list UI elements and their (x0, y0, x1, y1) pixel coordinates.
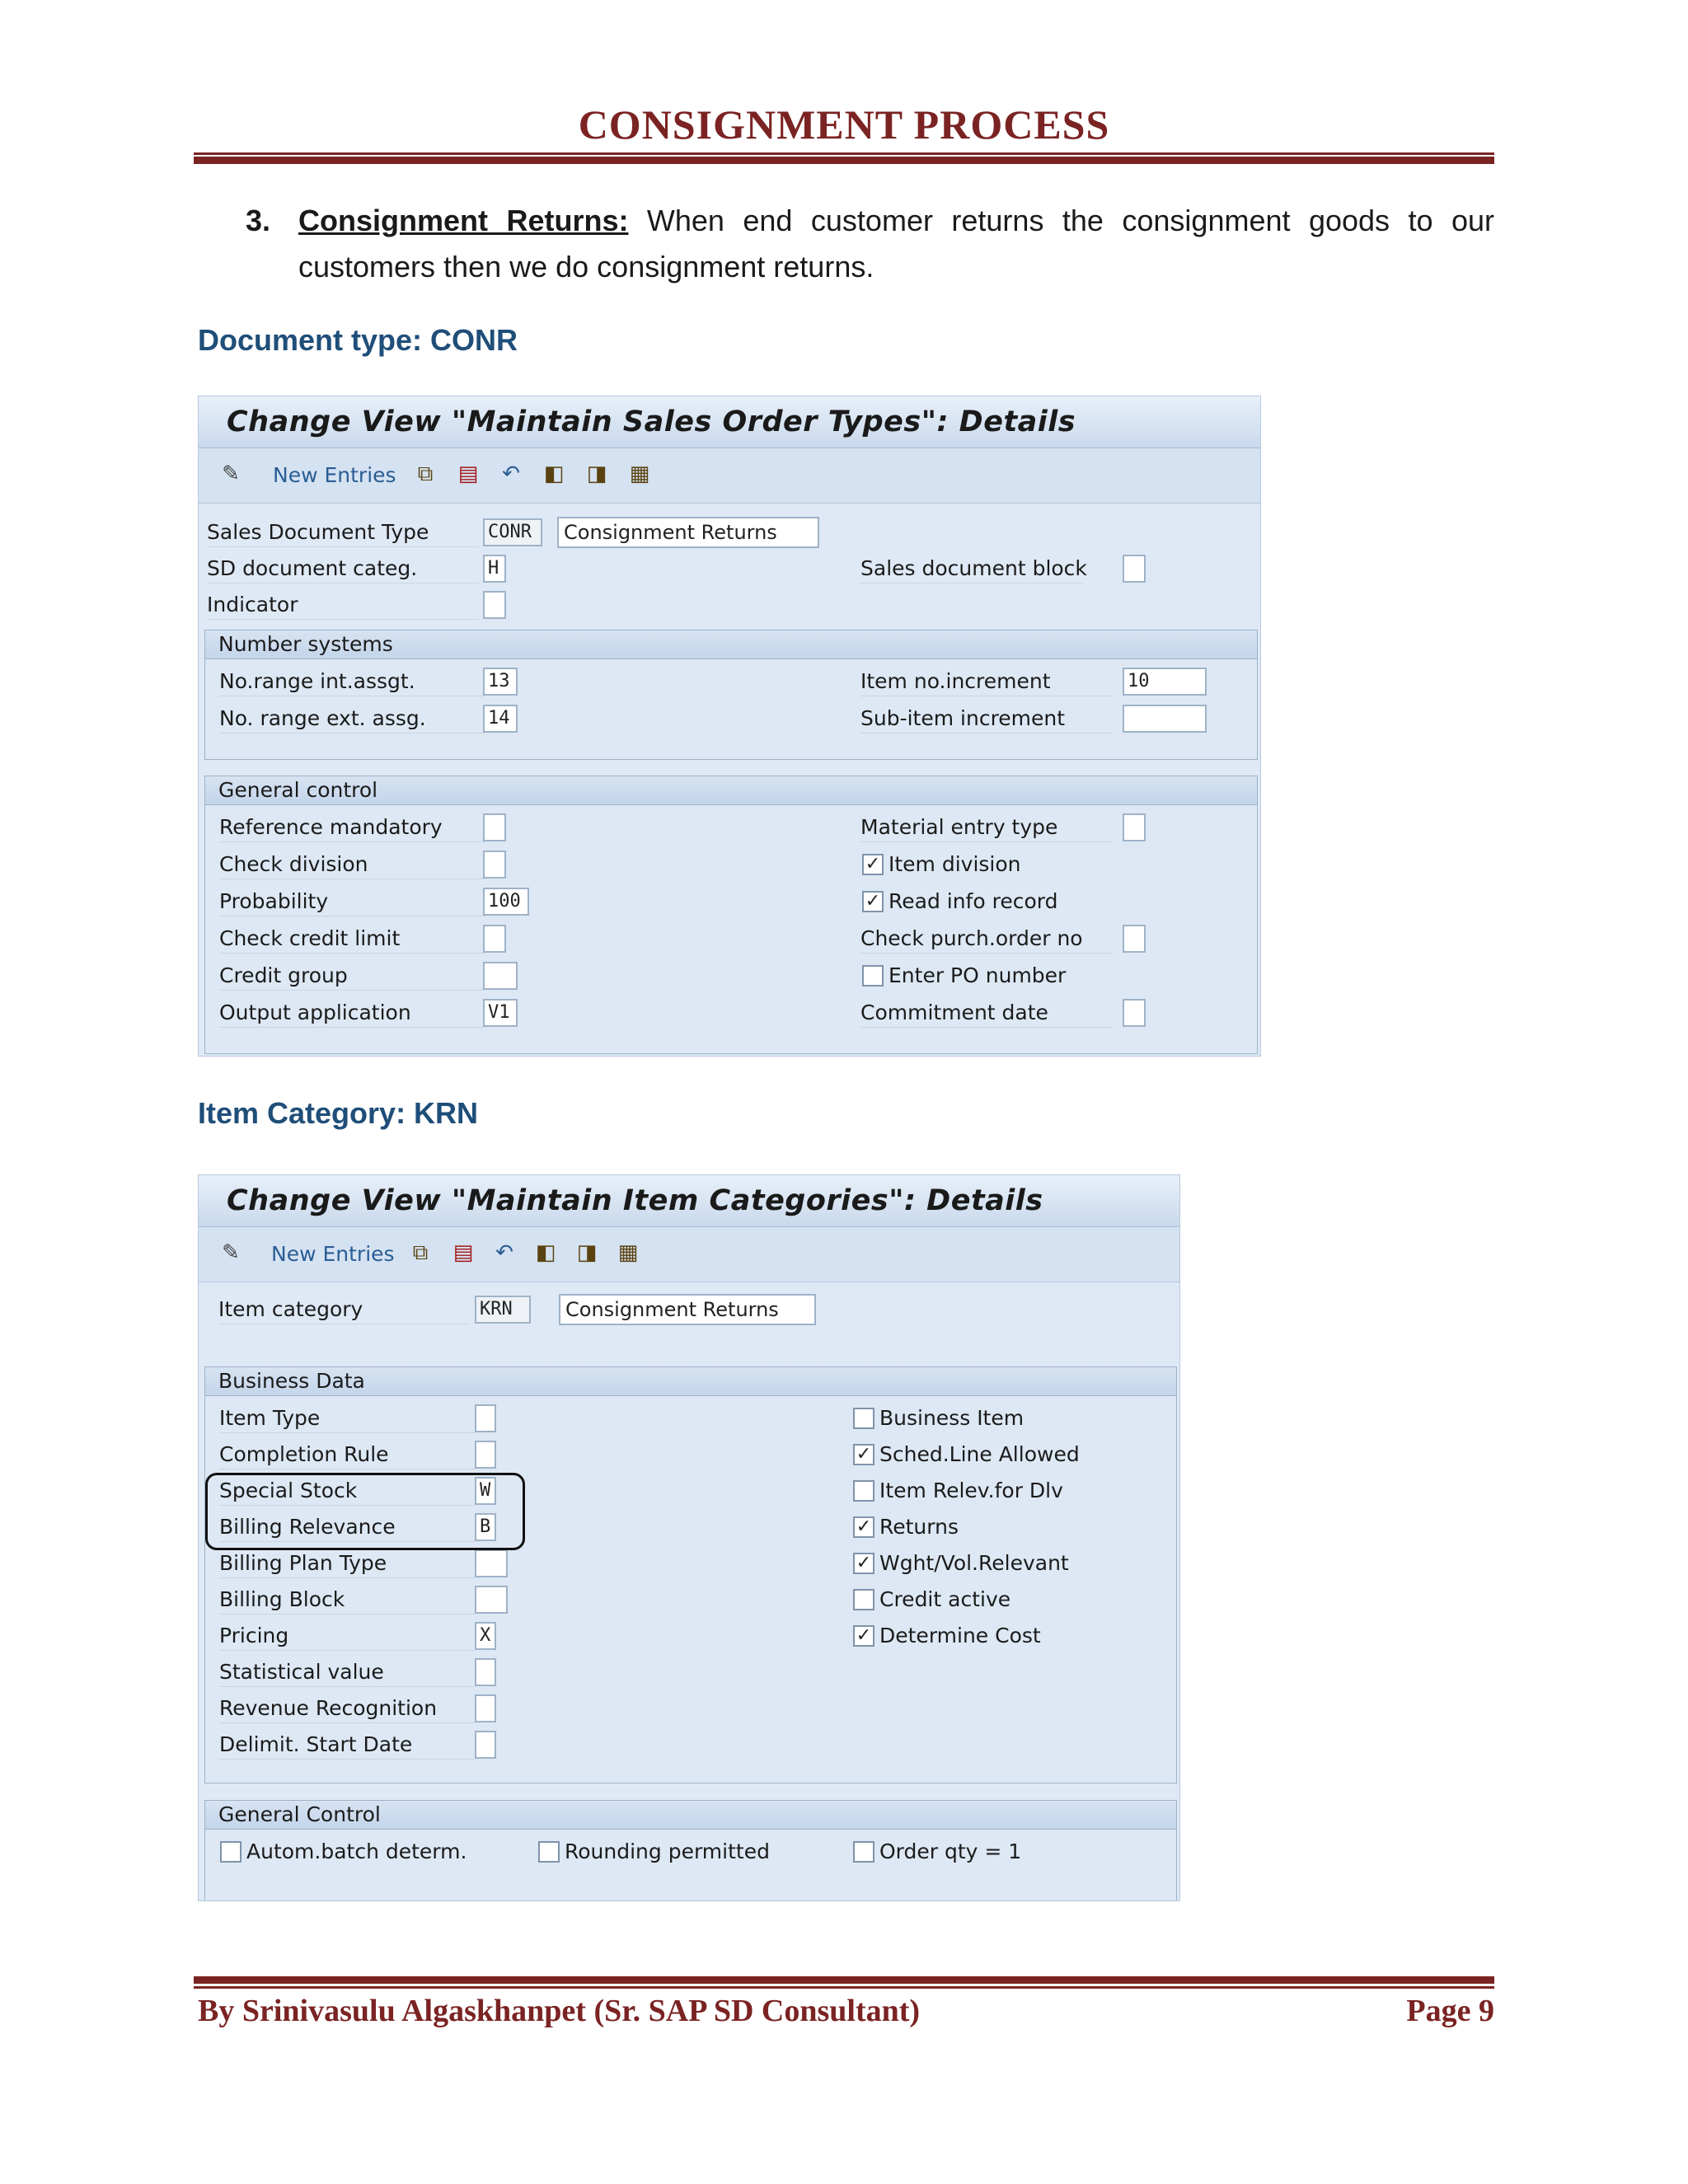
delete-icon[interactable]: ▤ (452, 1240, 474, 1265)
item-term: Consignment Returns: (298, 204, 629, 237)
enter-po-number-label: Enter PO number (889, 963, 1067, 987)
select-all-icon[interactable]: ▦ (617, 1240, 639, 1265)
no-range-int-label: No.range int.assgt. (219, 668, 485, 696)
check-purch-order-field[interactable] (1123, 925, 1146, 953)
revenue-recognition-field[interactable] (475, 1694, 496, 1722)
sales-document-type-description[interactable]: Consignment Returns (557, 517, 819, 548)
item-relev-dlv-checkbox[interactable] (853, 1480, 874, 1502)
special-stock-field[interactable]: W (475, 1477, 496, 1505)
read-info-record-label: Read info record (889, 889, 1058, 913)
commitment-date-field[interactable] (1123, 999, 1146, 1027)
reference-mandatory-label: Reference mandatory (219, 813, 485, 842)
display-change-icon[interactable]: ✎ (222, 462, 240, 486)
business-item-label: Business Item (879, 1406, 1025, 1430)
revenue-recognition-label: Revenue Recognition (219, 1694, 475, 1723)
billing-relevance-field[interactable]: B (475, 1513, 496, 1541)
wght-vol-relevant-label: Wght/Vol.Relevant (879, 1551, 1069, 1575)
check-division-field[interactable] (483, 851, 506, 879)
indicator-field[interactable] (483, 591, 506, 619)
determine-cost-label: Determine Cost (879, 1624, 1041, 1647)
no-range-ext-field[interactable]: 14 (483, 705, 518, 733)
window-title: Change View "Maintain Item Categories": Details (199, 1175, 1179, 1227)
returns-label: Returns (879, 1515, 959, 1539)
new-entries-button[interactable]: New Entries (271, 1242, 395, 1266)
determine-cost-checkbox[interactable]: ✓ (853, 1625, 874, 1647)
rounding-permitted-checkbox[interactable] (538, 1841, 560, 1863)
delimit-start-date-field[interactable] (475, 1731, 496, 1759)
business-item-checkbox[interactable] (853, 1408, 874, 1429)
commitment-date-label: Commitment date (860, 999, 1112, 1028)
sched-line-allowed-checkbox[interactable]: ✓ (853, 1444, 874, 1465)
general-control-group (204, 776, 1258, 1054)
indicator-label: Indicator (207, 591, 479, 620)
credit-group-label: Credit group (219, 962, 485, 991)
sd-document-categ-field[interactable]: H (483, 555, 506, 583)
order-qty-label: Order qty = 1 (879, 1840, 1022, 1863)
page-number: Page 9 (1406, 1994, 1494, 2028)
highlight-circle (205, 1473, 525, 1550)
item-category-description[interactable]: Consignment Returns (559, 1294, 816, 1325)
sales-order-types-window (198, 396, 1261, 1057)
autom-batch-determ-label: Autom.batch determ. (246, 1840, 467, 1863)
header-rule (194, 152, 1494, 155)
item-no-increment-label: Item no.increment (860, 668, 1112, 696)
intro-paragraph (246, 198, 1494, 290)
previous-entry-icon[interactable]: ◧ (543, 462, 565, 486)
item-category-field[interactable]: KRN (475, 1296, 531, 1324)
probability-label: Probability (219, 888, 485, 916)
section-heading-item-category: Item Category: KRN (198, 1096, 479, 1130)
no-range-int-field[interactable]: 13 (483, 668, 518, 696)
billing-relevance-label: Billing Relevance (219, 1513, 475, 1542)
pricing-field[interactable]: X (475, 1622, 496, 1650)
sales-document-block-label: Sales document block (860, 555, 1083, 583)
order-qty-checkbox[interactable] (853, 1841, 874, 1863)
pricing-label: Pricing (219, 1622, 475, 1651)
credit-group-field[interactable] (483, 962, 518, 990)
header-rule-thick (194, 157, 1494, 164)
check-division-label: Check division (219, 851, 485, 879)
autom-batch-determ-checkbox[interactable] (220, 1841, 241, 1863)
next-entry-icon[interactable]: ◨ (576, 1240, 598, 1265)
enter-po-number-checkbox[interactable] (862, 965, 884, 987)
output-application-field[interactable]: V1 (483, 999, 518, 1027)
item-relev-dlv-label: Item Relev.for Dlv (879, 1479, 1063, 1502)
read-info-record-checkbox[interactable]: ✓ (862, 891, 884, 912)
sd-document-categ-label: SD document categ. (207, 555, 479, 583)
item-type-label: Item Type (219, 1404, 475, 1433)
credit-active-checkbox[interactable] (853, 1589, 874, 1610)
material-entry-type-label: Material entry type (860, 813, 1112, 842)
item-categories-window (198, 1174, 1180, 1901)
new-entries-button[interactable]: New Entries (273, 463, 396, 487)
check-purch-order-label: Check purch.order no (860, 925, 1112, 954)
sched-line-allowed-label: Sched.Line Allowed (879, 1442, 1080, 1466)
general-control-header: General control (205, 776, 1257, 805)
business-data-header: Business Data (205, 1367, 1176, 1396)
billing-block-field[interactable] (475, 1586, 508, 1614)
sub-item-increment-field[interactable] (1123, 705, 1207, 733)
rounding-permitted-label: Rounding permitted (565, 1840, 770, 1863)
business-data-group (204, 1366, 1177, 1783)
reference-mandatory-field[interactable] (483, 813, 506, 841)
select-all-icon[interactable]: ▦ (629, 462, 650, 486)
undo-icon[interactable]: ↶ (502, 462, 520, 486)
sales-document-type-field[interactable]: CONR (483, 518, 542, 546)
undo-icon[interactable]: ↶ (495, 1240, 513, 1265)
item-division-label: Item division (889, 852, 1021, 876)
special-stock-label: Special Stock (219, 1477, 475, 1506)
item-text: When end customer returns the consignment goods to our customers then we do consignment returns. (298, 204, 1494, 284)
item-division-checkbox[interactable]: ✓ (862, 854, 884, 875)
toolbar (199, 1227, 1179, 1282)
returns-checkbox[interactable]: ✓ (853, 1516, 874, 1538)
statistical-value-field[interactable] (475, 1658, 496, 1686)
completion-rule-field[interactable] (475, 1441, 496, 1469)
next-entry-icon[interactable]: ◨ (586, 462, 607, 486)
item-number: 3. (246, 204, 271, 237)
credit-active-label: Credit active (879, 1587, 1011, 1611)
probability-field[interactable]: 100 (483, 888, 529, 916)
previous-entry-icon[interactable]: ◧ (535, 1240, 556, 1265)
wght-vol-relevant-checkbox[interactable]: ✓ (853, 1553, 874, 1574)
copy-icon[interactable]: ⧉ (417, 462, 434, 486)
number-systems-header: Number systems (205, 630, 1257, 659)
footer-rule (194, 1986, 1494, 1989)
general-control-header: General Control (205, 1801, 1176, 1830)
section-heading-document-type: Document type: CONR (198, 323, 518, 357)
item-category-label: Item category (218, 1296, 470, 1324)
item-type-field[interactable] (475, 1404, 496, 1432)
check-credit-limit-field[interactable] (483, 925, 506, 953)
check-credit-limit-label: Check credit limit (219, 925, 485, 954)
completion-rule-label: Completion Rule (219, 1441, 475, 1469)
material-entry-type-field[interactable] (1123, 813, 1146, 841)
display-change-icon[interactable]: ✎ (222, 1240, 240, 1265)
footer-rule-thick (194, 1976, 1494, 1984)
window-title: Change View "Maintain Sales Order Types": Details (199, 396, 1260, 448)
sales-document-type-label: Sales Document Type (207, 518, 479, 547)
footer-author: By Srinivasulu Algaskhanpet (Sr. SAP SD Consultant) (198, 1994, 921, 2028)
billing-plan-type-label: Billing Plan Type (219, 1549, 475, 1578)
copy-icon[interactable]: ⧉ (412, 1240, 429, 1265)
number-systems-group (204, 630, 1258, 760)
item-no-increment-field[interactable]: 10 (1123, 668, 1207, 696)
toolbar (199, 448, 1260, 504)
general-control-group (204, 1800, 1177, 1901)
output-application-label: Output application (219, 999, 485, 1028)
delimit-start-date-label: Delimit. Start Date (219, 1731, 475, 1760)
delete-icon[interactable]: ▤ (457, 462, 479, 486)
sub-item-increment-label: Sub-item increment (860, 705, 1112, 733)
document-title: CONSIGNMENT PROCESS (578, 101, 1110, 148)
no-range-ext-label: No. range ext. assg. (219, 705, 485, 733)
billing-block-label: Billing Block (219, 1586, 475, 1615)
sales-document-block-field[interactable] (1123, 555, 1146, 583)
statistical-value-label: Statistical value (219, 1658, 475, 1687)
billing-plan-type-field[interactable] (475, 1549, 508, 1577)
